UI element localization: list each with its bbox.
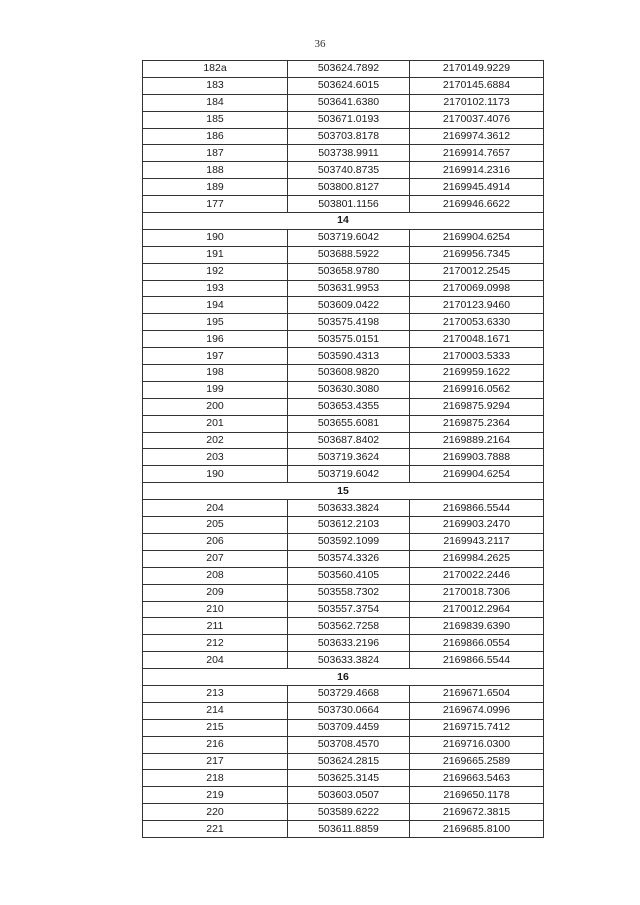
x-coordinate-cell: 503738.9911 [288, 145, 410, 162]
x-coordinate-cell: 503589.6222 [288, 804, 410, 821]
point-id-cell: 195 [143, 314, 288, 331]
point-id-cell: 196 [143, 331, 288, 348]
x-coordinate-cell: 503641.6380 [288, 94, 410, 111]
y-coordinate-cell: 2170018.7306 [410, 584, 544, 601]
table-row [143, 179, 544, 196]
x-coordinate-cell: 503740.8735 [288, 162, 410, 179]
table-row [143, 314, 544, 331]
y-coordinate-cell: 2169943.2117 [410, 533, 544, 550]
x-coordinate-cell: 503801.1156 [288, 196, 410, 213]
x-coordinate-cell: 503608.9820 [288, 365, 410, 382]
point-id-cell: 191 [143, 246, 288, 263]
table-row [143, 804, 544, 821]
y-coordinate-cell: 2169839.6390 [410, 618, 544, 635]
table-row [143, 601, 544, 618]
point-id-cell: 188 [143, 162, 288, 179]
y-coordinate-cell: 2169904.6254 [410, 466, 544, 483]
point-id-cell: 177 [143, 196, 288, 213]
point-id-cell: 184 [143, 94, 288, 111]
x-coordinate-cell: 503708.4570 [288, 736, 410, 753]
point-id-cell: 200 [143, 398, 288, 415]
table-row [143, 787, 544, 804]
y-coordinate-cell: 2169716.0300 [410, 736, 544, 753]
y-coordinate-cell: 2169974.3612 [410, 128, 544, 145]
point-id-cell: 190 [143, 229, 288, 246]
x-coordinate-cell: 503633.3824 [288, 500, 410, 517]
x-coordinate-cell: 503560.4105 [288, 567, 410, 584]
section-header-row [143, 213, 544, 230]
y-coordinate-cell: 2170048.1671 [410, 331, 544, 348]
y-coordinate-cell: 2170012.2545 [410, 263, 544, 280]
table-row [143, 365, 544, 382]
x-coordinate-cell: 503631.9953 [288, 280, 410, 297]
point-id-cell: 194 [143, 297, 288, 314]
coordinates-table-body [143, 61, 544, 838]
table-row [143, 111, 544, 128]
section-label: 16 [143, 669, 544, 686]
table-row [143, 618, 544, 635]
x-coordinate-cell: 503687.8402 [288, 432, 410, 449]
section-header-row [143, 483, 544, 500]
y-coordinate-cell: 2169946.6622 [410, 196, 544, 213]
x-coordinate-cell: 503688.5922 [288, 246, 410, 263]
coordinates-table [142, 60, 544, 838]
section-label: 14 [143, 213, 544, 230]
point-id-cell: 218 [143, 770, 288, 787]
x-coordinate-cell: 503719.3624 [288, 449, 410, 466]
table-row [143, 702, 544, 719]
point-id-cell: 189 [143, 179, 288, 196]
table-row [143, 821, 544, 838]
y-coordinate-cell: 2169914.7657 [410, 145, 544, 162]
x-coordinate-cell: 503658.9780 [288, 263, 410, 280]
point-id-cell: 182a [143, 61, 288, 78]
table-row [143, 398, 544, 415]
point-id-cell: 205 [143, 517, 288, 534]
y-coordinate-cell: 2170123.9460 [410, 297, 544, 314]
table-row [143, 297, 544, 314]
y-coordinate-cell: 2170102.1173 [410, 94, 544, 111]
point-id-cell: 198 [143, 365, 288, 382]
table-row [143, 550, 544, 567]
y-coordinate-cell: 2170037.4076 [410, 111, 544, 128]
table-row [143, 736, 544, 753]
x-coordinate-cell: 503612.2103 [288, 517, 410, 534]
point-id-cell: 210 [143, 601, 288, 618]
table-row [143, 533, 544, 550]
y-coordinate-cell: 2169866.5544 [410, 500, 544, 517]
x-coordinate-cell: 503575.4198 [288, 314, 410, 331]
y-coordinate-cell: 2170012.2964 [410, 601, 544, 618]
y-coordinate-cell: 2169903.7888 [410, 449, 544, 466]
x-coordinate-cell: 503630.3080 [288, 381, 410, 398]
y-coordinate-cell: 2169665.2589 [410, 753, 544, 770]
x-coordinate-cell: 503609.0422 [288, 297, 410, 314]
y-coordinate-cell: 2169875.9294 [410, 398, 544, 415]
point-id-cell: 214 [143, 702, 288, 719]
x-coordinate-cell: 503557.3754 [288, 601, 410, 618]
y-coordinate-cell: 2169959.1622 [410, 365, 544, 382]
table-row [143, 685, 544, 702]
x-coordinate-cell: 503603.0507 [288, 787, 410, 804]
table-row [143, 229, 544, 246]
y-coordinate-cell: 2169674.0996 [410, 702, 544, 719]
y-coordinate-cell: 2170022.2446 [410, 567, 544, 584]
table-row [143, 466, 544, 483]
table-row [143, 381, 544, 398]
section-header-row [143, 669, 544, 686]
point-id-cell: 199 [143, 381, 288, 398]
x-coordinate-cell: 503611.8859 [288, 821, 410, 838]
point-id-cell: 201 [143, 415, 288, 432]
table-row [143, 128, 544, 145]
table-row [143, 584, 544, 601]
y-coordinate-cell: 2170149.9229 [410, 61, 544, 78]
x-coordinate-cell: 503719.6042 [288, 229, 410, 246]
x-coordinate-cell: 503624.7892 [288, 61, 410, 78]
point-id-cell: 207 [143, 550, 288, 567]
point-id-cell: 202 [143, 432, 288, 449]
point-id-cell: 206 [143, 533, 288, 550]
point-id-cell: 217 [143, 753, 288, 770]
y-coordinate-cell: 2169904.6254 [410, 229, 544, 246]
y-coordinate-cell: 2169671.6504 [410, 685, 544, 702]
point-id-cell: 204 [143, 652, 288, 669]
table-row [143, 753, 544, 770]
y-coordinate-cell: 2170003.5333 [410, 348, 544, 365]
point-id-cell: 193 [143, 280, 288, 297]
y-coordinate-cell: 2169956.7345 [410, 246, 544, 263]
x-coordinate-cell: 503730.0664 [288, 702, 410, 719]
point-id-cell: 190 [143, 466, 288, 483]
table-row [143, 635, 544, 652]
point-id-cell: 197 [143, 348, 288, 365]
table-row [143, 145, 544, 162]
point-id-cell: 213 [143, 685, 288, 702]
y-coordinate-cell: 2170069.0998 [410, 280, 544, 297]
x-coordinate-cell: 503575.0151 [288, 331, 410, 348]
table-row [143, 331, 544, 348]
x-coordinate-cell: 503653.4355 [288, 398, 410, 415]
x-coordinate-cell: 503703.8178 [288, 128, 410, 145]
y-coordinate-cell: 2169889.2164 [410, 432, 544, 449]
table-row [143, 94, 544, 111]
table-row [143, 517, 544, 534]
point-id-cell: 183 [143, 77, 288, 94]
table-row [143, 61, 544, 78]
point-id-cell: 221 [143, 821, 288, 838]
table-row [143, 280, 544, 297]
x-coordinate-cell: 503558.7302 [288, 584, 410, 601]
y-coordinate-cell: 2169663.5463 [410, 770, 544, 787]
point-id-cell: 212 [143, 635, 288, 652]
y-coordinate-cell: 2169715.7412 [410, 719, 544, 736]
point-id-cell: 216 [143, 736, 288, 753]
point-id-cell: 209 [143, 584, 288, 601]
y-coordinate-cell: 2169903.2470 [410, 517, 544, 534]
y-coordinate-cell: 2169685.8100 [410, 821, 544, 838]
point-id-cell: 215 [143, 719, 288, 736]
x-coordinate-cell: 503709.4459 [288, 719, 410, 736]
y-coordinate-cell: 2169866.0554 [410, 635, 544, 652]
y-coordinate-cell: 2170053.6330 [410, 314, 544, 331]
y-coordinate-cell: 2169914.2316 [410, 162, 544, 179]
table-row [143, 77, 544, 94]
table-row [143, 348, 544, 365]
x-coordinate-cell: 503655.6081 [288, 415, 410, 432]
table-row [143, 567, 544, 584]
table-row [143, 719, 544, 736]
y-coordinate-cell: 2169984.2625 [410, 550, 544, 567]
point-id-cell: 186 [143, 128, 288, 145]
x-coordinate-cell: 503592.1099 [288, 533, 410, 550]
point-id-cell: 187 [143, 145, 288, 162]
table-row [143, 770, 544, 787]
y-coordinate-cell: 2169916.0562 [410, 381, 544, 398]
table-row [143, 500, 544, 517]
y-coordinate-cell: 2169945.4914 [410, 179, 544, 196]
y-coordinate-cell: 2170145.6884 [410, 77, 544, 94]
point-id-cell: 211 [143, 618, 288, 635]
x-coordinate-cell: 503574.3326 [288, 550, 410, 567]
table-row [143, 449, 544, 466]
x-coordinate-cell: 503625.3145 [288, 770, 410, 787]
x-coordinate-cell: 503633.3824 [288, 652, 410, 669]
table-row [143, 162, 544, 179]
table-row [143, 415, 544, 432]
y-coordinate-cell: 2169875.2364 [410, 415, 544, 432]
x-coordinate-cell: 503624.6015 [288, 77, 410, 94]
point-id-cell: 208 [143, 567, 288, 584]
section-label: 15 [143, 483, 544, 500]
x-coordinate-cell: 503562.7258 [288, 618, 410, 635]
table-row [143, 652, 544, 669]
table-row [143, 432, 544, 449]
y-coordinate-cell: 2169672.3815 [410, 804, 544, 821]
page-number: 36 [314, 38, 326, 50]
point-id-cell: 219 [143, 787, 288, 804]
y-coordinate-cell: 2169650.1178 [410, 787, 544, 804]
point-id-cell: 220 [143, 804, 288, 821]
y-coordinate-cell: 2169866.5544 [410, 652, 544, 669]
table-row [143, 196, 544, 213]
x-coordinate-cell: 503719.6042 [288, 466, 410, 483]
x-coordinate-cell: 503671.0193 [288, 111, 410, 128]
x-coordinate-cell: 503633.2196 [288, 635, 410, 652]
point-id-cell: 203 [143, 449, 288, 466]
x-coordinate-cell: 503624.2815 [288, 753, 410, 770]
point-id-cell: 185 [143, 111, 288, 128]
x-coordinate-cell: 503590.4313 [288, 348, 410, 365]
table-row [143, 263, 544, 280]
point-id-cell: 204 [143, 500, 288, 517]
point-id-cell: 192 [143, 263, 288, 280]
x-coordinate-cell: 503800.8127 [288, 179, 410, 196]
table-row [143, 246, 544, 263]
x-coordinate-cell: 503729.4668 [288, 685, 410, 702]
